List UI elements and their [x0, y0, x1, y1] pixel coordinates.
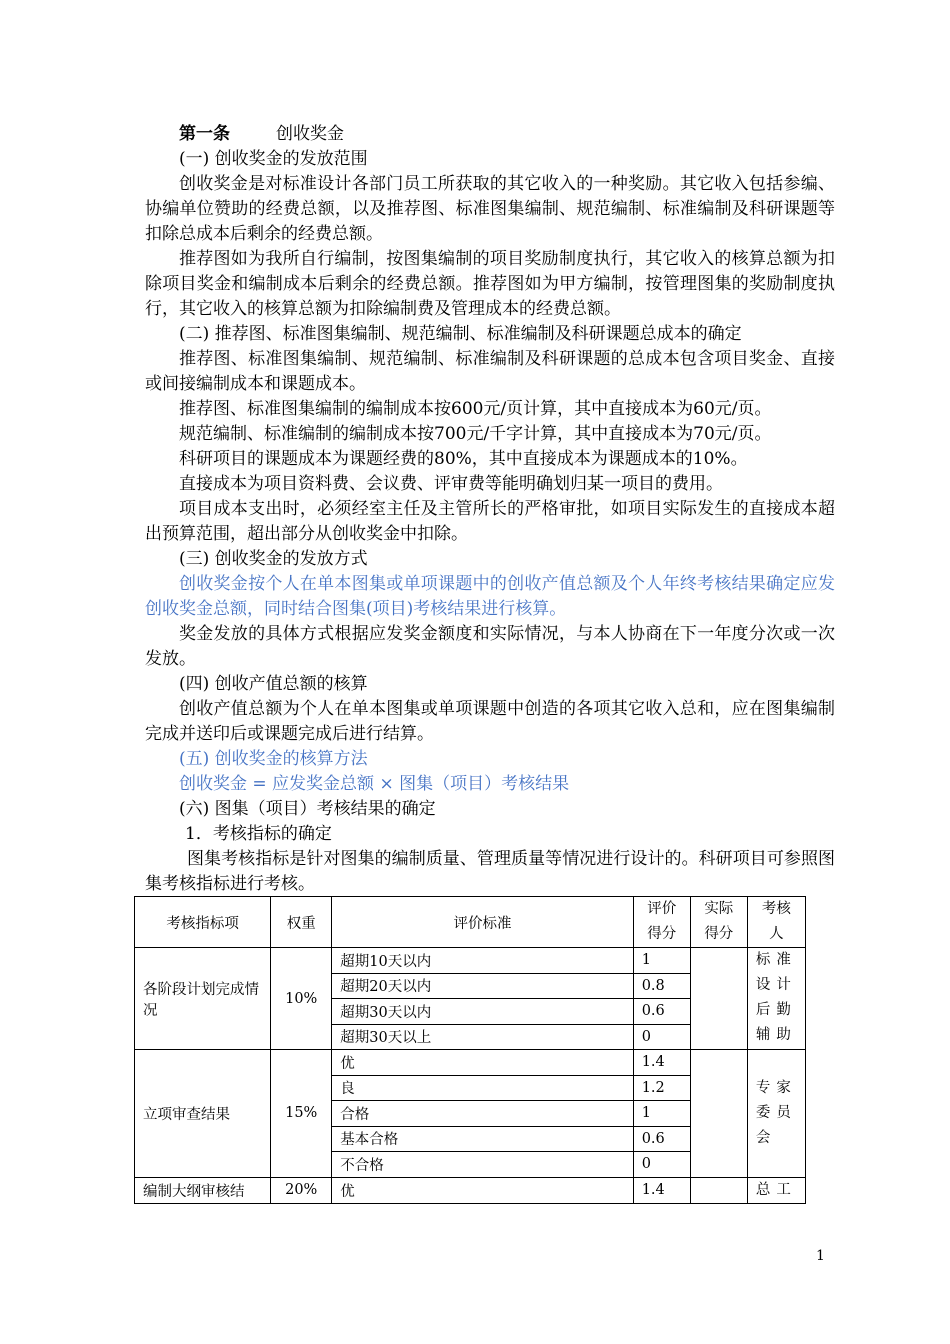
score-cell: 0.6 [633, 999, 690, 1025]
score-cell: 0 [633, 1152, 690, 1178]
page-number: 1 [816, 1248, 825, 1264]
paragraph: 科研项目的课题成本为课题经费的80%，其中直接成本为课题成本的10%。 [179, 449, 748, 469]
document-body [145, 122, 835, 897]
actual-score-cell [690, 1177, 747, 1203]
paragraph: 创收产值总额为个人在单本图集或单项课题中创造的各项其它收入总和，应在图集编制完成并送印后或课题完成后进行结算。 [145, 699, 835, 744]
header-cell: 权重 [271, 897, 332, 948]
formula: 创收奖金 = 应发奖金总额 × 图集（项目）考核结果 [179, 774, 570, 794]
item-cell: 立项审查结果 [135, 1050, 271, 1178]
section-heading-3: (三) 创收奖金的发放方式 [179, 549, 368, 569]
section-heading-1: (一) 创收奖金的发放范围 [179, 149, 368, 169]
criterion-cell: 合格 [332, 1101, 633, 1127]
assessor-cell: 总工 [747, 1177, 805, 1203]
paragraph: 规范编制、标准编制的编制成本按700元/千字计算，其中直接成本为70元/页。 [179, 424, 772, 444]
score-cell: 1.4 [633, 1177, 690, 1203]
weight-cell: 10% [271, 948, 332, 1050]
criterion-cell: 基本合格 [332, 1126, 633, 1152]
header-cell: 考核人 [747, 897, 805, 948]
score-cell: 1.2 [633, 1075, 690, 1101]
article-title: 创收奖金 [276, 124, 344, 144]
item-cell: 编制大纲审核结 [135, 1177, 271, 1203]
criterion-cell: 超期20天以内 [332, 973, 633, 999]
table-header-row [135, 897, 806, 948]
assessor-cell: 标准设计后勤辅助 [747, 948, 805, 1050]
paragraph: 直接成本为项目资料费、会议费、评审费等能明确划归某一项目的费用。 [179, 474, 723, 494]
paragraph: 创收奖金是对标准设计各部门员工所获取的其它收入的一种奖励。其它收入包括参编、协编单位赞助的经费总额，以及推荐图、标准图集编制、规范编制、标准编制及科研课题等扣除总成本后剩余的经费总额。 [145, 174, 835, 244]
paragraph: 奖金发放的具体方式根据应发奖金额度和实际情况，与本人协商在下一年度分次或一次发放。 [145, 624, 835, 669]
header-cell: 评价得分 [633, 897, 690, 948]
section-heading-6: (六) 图集（项目）考核结果的确定 [179, 799, 436, 819]
article-number: 第一条 [179, 124, 230, 144]
criterion-cell: 超期30天以上 [332, 1024, 633, 1050]
paragraph: 项目成本支出时，必须经室主任及主管所长的严格审批，如项目实际发生的直接成本超出预算范围，超出部分从创收奖金中扣除。 [145, 499, 835, 544]
assessor-cell: 专家委员会 [747, 1050, 805, 1178]
actual-score-cell [690, 1050, 747, 1178]
score-cell: 0 [633, 1024, 690, 1050]
criterion-cell: 良 [332, 1075, 633, 1101]
table-row [135, 1177, 806, 1203]
actual-score-cell [690, 948, 747, 1050]
weight-cell: 20% [271, 1177, 332, 1203]
section-heading-5: (五) 创收奖金的核算方法 [179, 749, 368, 769]
table-row [135, 1050, 806, 1076]
score-cell: 1 [633, 1101, 690, 1127]
paragraph: 推荐图如为我所自行编制，按图集编制的项目奖励制度执行，其它收入的核算总额为扣除项目奖金和编制成本后剩余的经费总额。推荐图如为甲方编制，按管理图集的奖励制度执行，其它收入的核算总额为扣除编制费及管理成本的经费总额。 [145, 249, 835, 319]
score-cell: 1.4 [633, 1050, 690, 1076]
article-heading [145, 122, 835, 147]
score-cell: 0.6 [633, 1126, 690, 1152]
item-cell: 各阶段计划完成情况 [135, 948, 271, 1050]
subsection-heading: 1．考核指标的确定 [185, 824, 332, 844]
header-cell: 考核指标项 [135, 897, 271, 948]
score-cell: 1 [633, 948, 690, 974]
header-cell: 实际得分 [690, 897, 747, 948]
weight-cell: 15% [271, 1050, 332, 1178]
paragraph: 推荐图、标准图集编制、规范编制、标准编制及科研课题的总成本包含项目奖金、直接或间接编制成本和课题成本。 [145, 349, 835, 394]
header-cell: 评价标准 [332, 897, 633, 948]
paragraph: 推荐图、标准图集编制的编制成本按600元/页计算，其中直接成本为60元/页。 [179, 399, 772, 419]
assessment-table [134, 896, 806, 1204]
section-heading-2: (二) 推荐图、标准图集编制、规范编制、标准编制及科研课题总成本的确定 [179, 324, 742, 344]
paragraph: 图集考核指标是针对图集的编制质量、管理质量等情况进行设计的。科研项目可参照图集考核指标进行考核。 [145, 849, 835, 894]
score-cell: 0.8 [633, 973, 690, 999]
criterion-cell: 超期10天以内 [332, 948, 633, 974]
criterion-cell: 优 [332, 1177, 633, 1203]
table-row [135, 948, 806, 974]
highlighted-paragraph: 创收奖金按个人在单本图集或单项课题中的创收产值总额及个人年终考核结果确定应发创收奖金总额，同时结合图集(项目)考核结果进行核算。 [145, 574, 835, 619]
criterion-cell: 优 [332, 1050, 633, 1076]
criterion-cell: 超期30天以内 [332, 999, 633, 1025]
section-heading-4: (四) 创收产值总额的核算 [179, 674, 368, 694]
criterion-cell: 不合格 [332, 1152, 633, 1178]
